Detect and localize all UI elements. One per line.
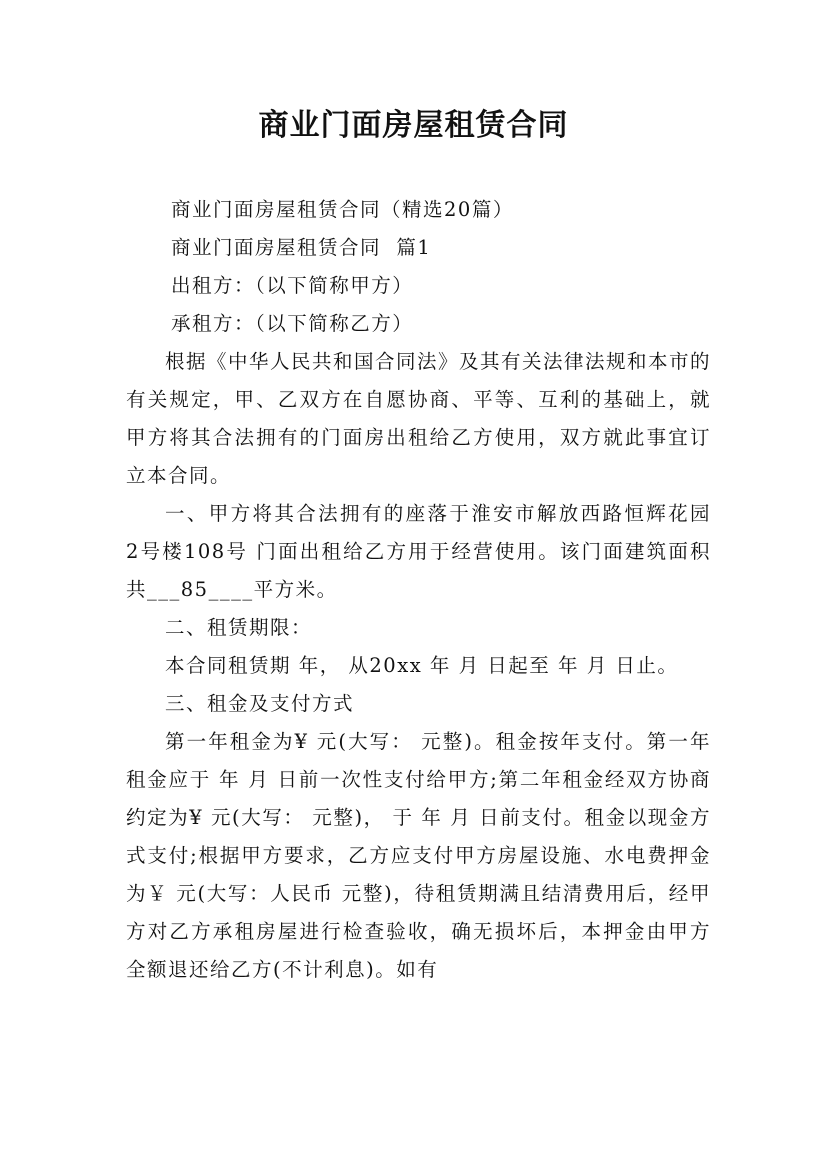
paragraph-article-title: 商业门面房屋租赁合同 篇1 [171,236,432,259]
paragraph-lessor: 出租方：（以下简称甲方） [171,274,414,297]
paragraph-clause-3-heading: 三、租金及支付方式 [165,692,355,715]
paragraph-lease-term: 本合同租赁期 年， 从20xx 年 月 日起至 年 月 日止。 [165,654,679,677]
paragraph-preamble: 根据《中华人民共和国合同法》及其有关法律法规和本市的有关规定，甲、乙双方在自愿协商、平等、互利的基础上，就甲方将其合法拥有的门面房出租给乙方使用，双方就此事宜订立本合同。 [126,350,712,487]
document-title: 商业门面房屋租赁合同 [258,108,569,143]
paragraph-rent-payment: 第一年租金为¥ 元(大写： 元整)。租金按年支付。第一年租金应于 年 月 日前一次性支付给甲方;第二年租金经双方协商约定为¥ 元(大写： 元整)， 于 年 月 日前支付。租金以现金方式支付;根据甲方要求，乙方应支付甲方房屋设施、水电费押金为￥ 元(大写：人民币 元整)，待租赁期满且结清费用后，经甲方对乙方承租房屋进行检查验收，确无损坏后，本押金由甲方全额退还给乙方(不计利息)。如有 [126,730,711,981]
document-body [126,191,719,989]
paragraph-clause-2-heading: 二、租赁期限： [165,616,313,639]
paragraph-lessee: 承租方：（以下简称乙方） [171,312,414,335]
paragraph-clause-1: 一、甲方将其合法拥有的座落于淮安市解放西路恒辉花园 2号楼108号 门面出租给乙方用于经营使用。该门面建筑面积共___85____平方米。 [126,502,719,601]
paragraph-heading-selection: 商业门面房屋租赁合同（精选20篇） [171,198,514,221]
